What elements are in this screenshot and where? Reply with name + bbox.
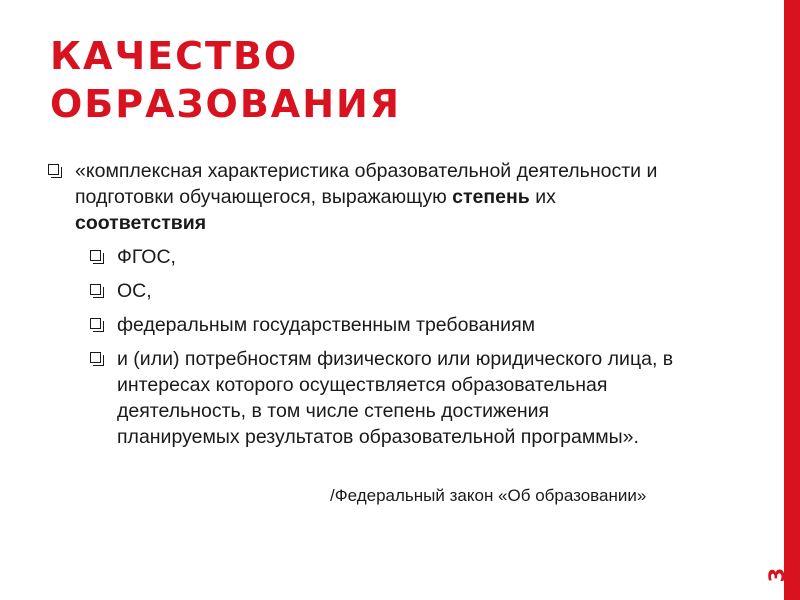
checkbox-icon xyxy=(48,164,59,175)
sub-bullet xyxy=(90,312,698,338)
sub-bullet-text: федеральным государственным требованиям xyxy=(117,314,536,336)
title-line-2: ОБРАЗОВАНИЯ xyxy=(50,82,402,126)
checkbox-icon xyxy=(90,284,101,295)
sub-bullet-text: и (или) потребностям физического или юридического лица, в интересах которого осуществляется образовательная деятельность, в том числе степень достижения планируемых результатов образовательной программы». xyxy=(117,348,674,448)
source-citation: /Федеральный закон «Об образовании» xyxy=(330,486,647,505)
slide-title xyxy=(50,32,401,128)
sub-bullet xyxy=(90,244,698,270)
checkbox-icon xyxy=(90,352,101,363)
sub-bullet-text: ОС, xyxy=(117,280,152,302)
accent-bar xyxy=(784,0,800,600)
sub-bullet xyxy=(90,346,698,450)
main-text-part2: их xyxy=(529,186,556,208)
sub-bullet xyxy=(90,278,698,304)
checkbox-icon xyxy=(90,318,101,329)
sub-bullet-text: ФГОС, xyxy=(117,246,176,268)
main-text-bold-2: соответствия xyxy=(75,212,207,234)
main-text-bold-1: степень xyxy=(452,186,530,208)
slide-content xyxy=(48,158,698,458)
main-bullet-text xyxy=(75,158,685,236)
main-text-part1: «комплексная характеристика образовательной деятельности и подготовки обучающегося, выражающую xyxy=(75,160,658,208)
checkbox-icon xyxy=(90,250,101,261)
sub-bullet-list xyxy=(48,244,698,450)
main-bullet xyxy=(48,158,698,236)
page-number: 3 xyxy=(765,567,789,583)
title-line-1: КАЧЕСТВО xyxy=(50,34,299,78)
